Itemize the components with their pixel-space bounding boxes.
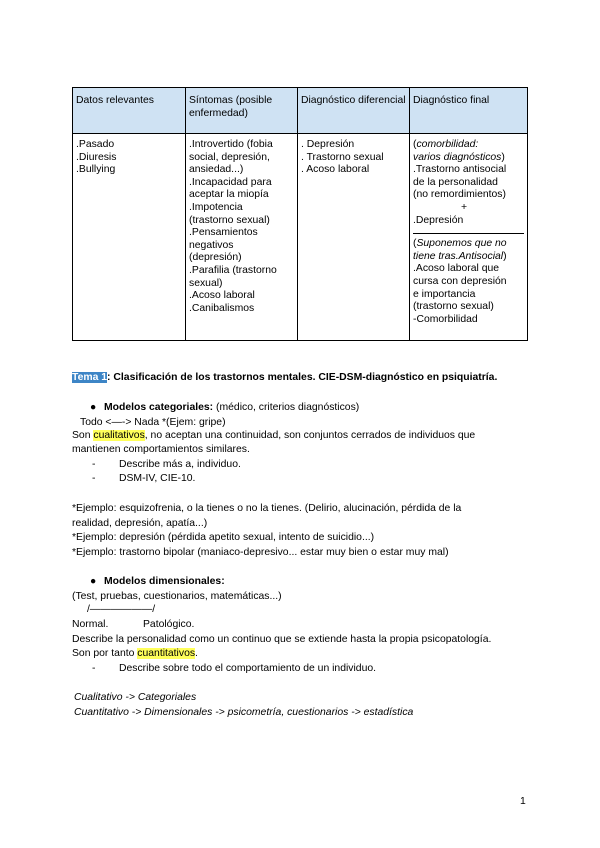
text-run: Son	[72, 430, 94, 441]
scale-line: /——————/	[87, 604, 156, 615]
paren-open: (	[413, 238, 417, 250]
page-number: 1	[520, 796, 526, 807]
cell-line: .Trastorno antisocial	[413, 164, 507, 176]
list-item-text: Describe más a, individuo.	[119, 459, 241, 470]
varios-diagnosticos-label: varios diagnósticos	[413, 151, 502, 163]
list-item-text: DSM-IV, CIE-10.	[119, 473, 196, 484]
paragraph-line: mantienen comportamientos similares.	[72, 444, 250, 455]
list-item-text: Describe sobre todo el comportamiento de un individuo.	[119, 663, 377, 674]
antisocial-label: tiene tras.Antisocial	[413, 250, 504, 262]
table-header-row	[73, 88, 528, 134]
cell-line: social, depresión,	[189, 151, 270, 163]
comorbilidad-label: comorbilidad:	[416, 139, 479, 150]
cell-line: sexual)	[189, 277, 223, 289]
cell-line: . Trastorno sexual	[301, 151, 384, 163]
cell-line: .Impotencia	[189, 201, 243, 213]
tema-title: : Clasificación de los trastornos mentales. CIE-DSM-diagnóstico en psiquiatría.	[107, 372, 498, 383]
paren-close: )	[501, 151, 505, 163]
cell-line: .Depresión	[413, 214, 464, 226]
cell-line: (no remordimientos)	[413, 189, 506, 201]
cell-line: .Parafilia (trastorno	[189, 264, 277, 276]
dash-bullet: -	[92, 663, 96, 674]
cell-datos-relevantes	[73, 134, 186, 341]
example-line: realidad, depresión, apatía...)	[72, 518, 208, 529]
text-run: .	[195, 648, 198, 659]
plus-sign: +	[461, 201, 468, 213]
cell-line: .Pensamientos	[189, 227, 258, 239]
cell-line: .Incapacidad para	[189, 176, 272, 188]
table-body-row	[73, 134, 528, 341]
cell-line: -Comorbilidad	[413, 313, 478, 325]
cell-separator	[413, 233, 524, 234]
cell-line: (trastorno sexual)	[189, 214, 270, 226]
patologico-label: Patológico.	[143, 619, 195, 630]
example-line: *Ejemplo: depresión (pérdida apetito sexual, intento de suicidio...)	[72, 532, 375, 543]
highlight-cuantitativos: cuantitativos	[137, 648, 196, 659]
cell-sintomas	[186, 134, 298, 341]
cell-line: (trastorno sexual)	[413, 301, 494, 313]
cell-line: .Acoso laboral	[189, 290, 255, 302]
paren-open: (	[413, 139, 417, 150]
paren-close: )	[503, 250, 507, 262]
bullet-icon: ●	[90, 576, 97, 587]
dimensionales-line: (Test, pruebas, cuestionarios, matemáticas...)	[72, 591, 282, 602]
categoriales-title: Modelos categoriales:	[104, 402, 214, 413]
categoriales-heading	[90, 402, 359, 415]
cell-line: . Acoso laboral	[301, 164, 370, 176]
dash-bullet: -	[92, 459, 96, 470]
example-line: *Ejemplo: trastorno bipolar (maniaco-depresivo... estar muy bien o estar muy mal)	[72, 547, 449, 558]
cell-line	[413, 251, 524, 264]
dimensionales-heading	[90, 576, 225, 589]
dimensionales-title: Modelos dimensionales:	[104, 576, 225, 587]
cell-line: de la personalidad	[413, 176, 498, 188]
cualitativos-paragraph	[72, 430, 475, 443]
cell-line	[413, 238, 524, 251]
header-diagnostico-final: Diagnóstico final	[410, 88, 528, 134]
example-line: *Ejemplo: esquizofrenia, o la tienes o no la tienes. (Delirio, alucinación, pérdida de la	[72, 503, 462, 514]
cell-line: .Introvertido (fobia	[189, 139, 273, 150]
text-run: , no aceptan una continuidad, son conjuntos cerrados de individuos que	[144, 430, 476, 441]
cell-line: .Pasado	[76, 139, 115, 150]
cell-line: cursa con depresión	[413, 275, 507, 287]
header-diagnostico-diferencial: Diagnóstico diferencial	[298, 88, 410, 134]
summary-line: Cuantitativo -> Dimensionales -> psicometría, cuestionarios -> estadística	[74, 707, 414, 718]
cell-line	[413, 152, 524, 165]
header-datos-relevantes: Datos relevantes	[73, 88, 186, 134]
describe-line: Describe la personalidad como un continuo que se extiende hasta la propia psicopatología.	[72, 634, 492, 645]
todo-nada-line: Todo <—-> Nada *(Ejem: gripe)	[80, 417, 226, 428]
page-title	[72, 372, 497, 385]
text-run: Son por tanto	[72, 648, 138, 659]
list-item	[72, 663, 376, 676]
cell-line: .Canibalismos	[189, 302, 255, 314]
highlight-cualitativos: cualitativos	[93, 430, 145, 441]
cuantitativos-paragraph	[72, 648, 198, 661]
categoriales-note: (médico, criterios diagnósticos)	[213, 402, 360, 413]
header-sintomas: Síntomas (posible enfermedad)	[186, 88, 298, 134]
list-item	[72, 459, 241, 472]
cell-line: .Acoso laboral que	[413, 263, 500, 275]
cell-diagnostico-final	[410, 134, 528, 341]
normal-label: Normal.	[72, 619, 109, 630]
tema-label: Tema 1	[72, 372, 108, 383]
cell-line: .Bullying	[76, 164, 116, 176]
cell-diagnostico-diferencial	[298, 134, 410, 341]
summary-line: Cualitativo -> Categoriales	[74, 692, 197, 703]
bullet-icon: ●	[90, 402, 97, 413]
diagnosis-table	[72, 87, 528, 341]
cell-line: e importancia	[413, 288, 476, 300]
cell-line	[413, 139, 524, 152]
list-item	[72, 473, 195, 486]
cell-line: ansiedad...)	[189, 164, 244, 176]
suponemos-label: Suponemos que no	[416, 238, 507, 250]
dash-bullet: -	[92, 473, 96, 484]
cell-line: .Diuresis	[76, 151, 117, 163]
cell-line: . Depresión	[301, 139, 355, 150]
cell-line: (depresión)	[189, 252, 242, 264]
cell-line: aceptar la miopía	[189, 189, 269, 201]
cell-line: negativos	[189, 239, 234, 251]
